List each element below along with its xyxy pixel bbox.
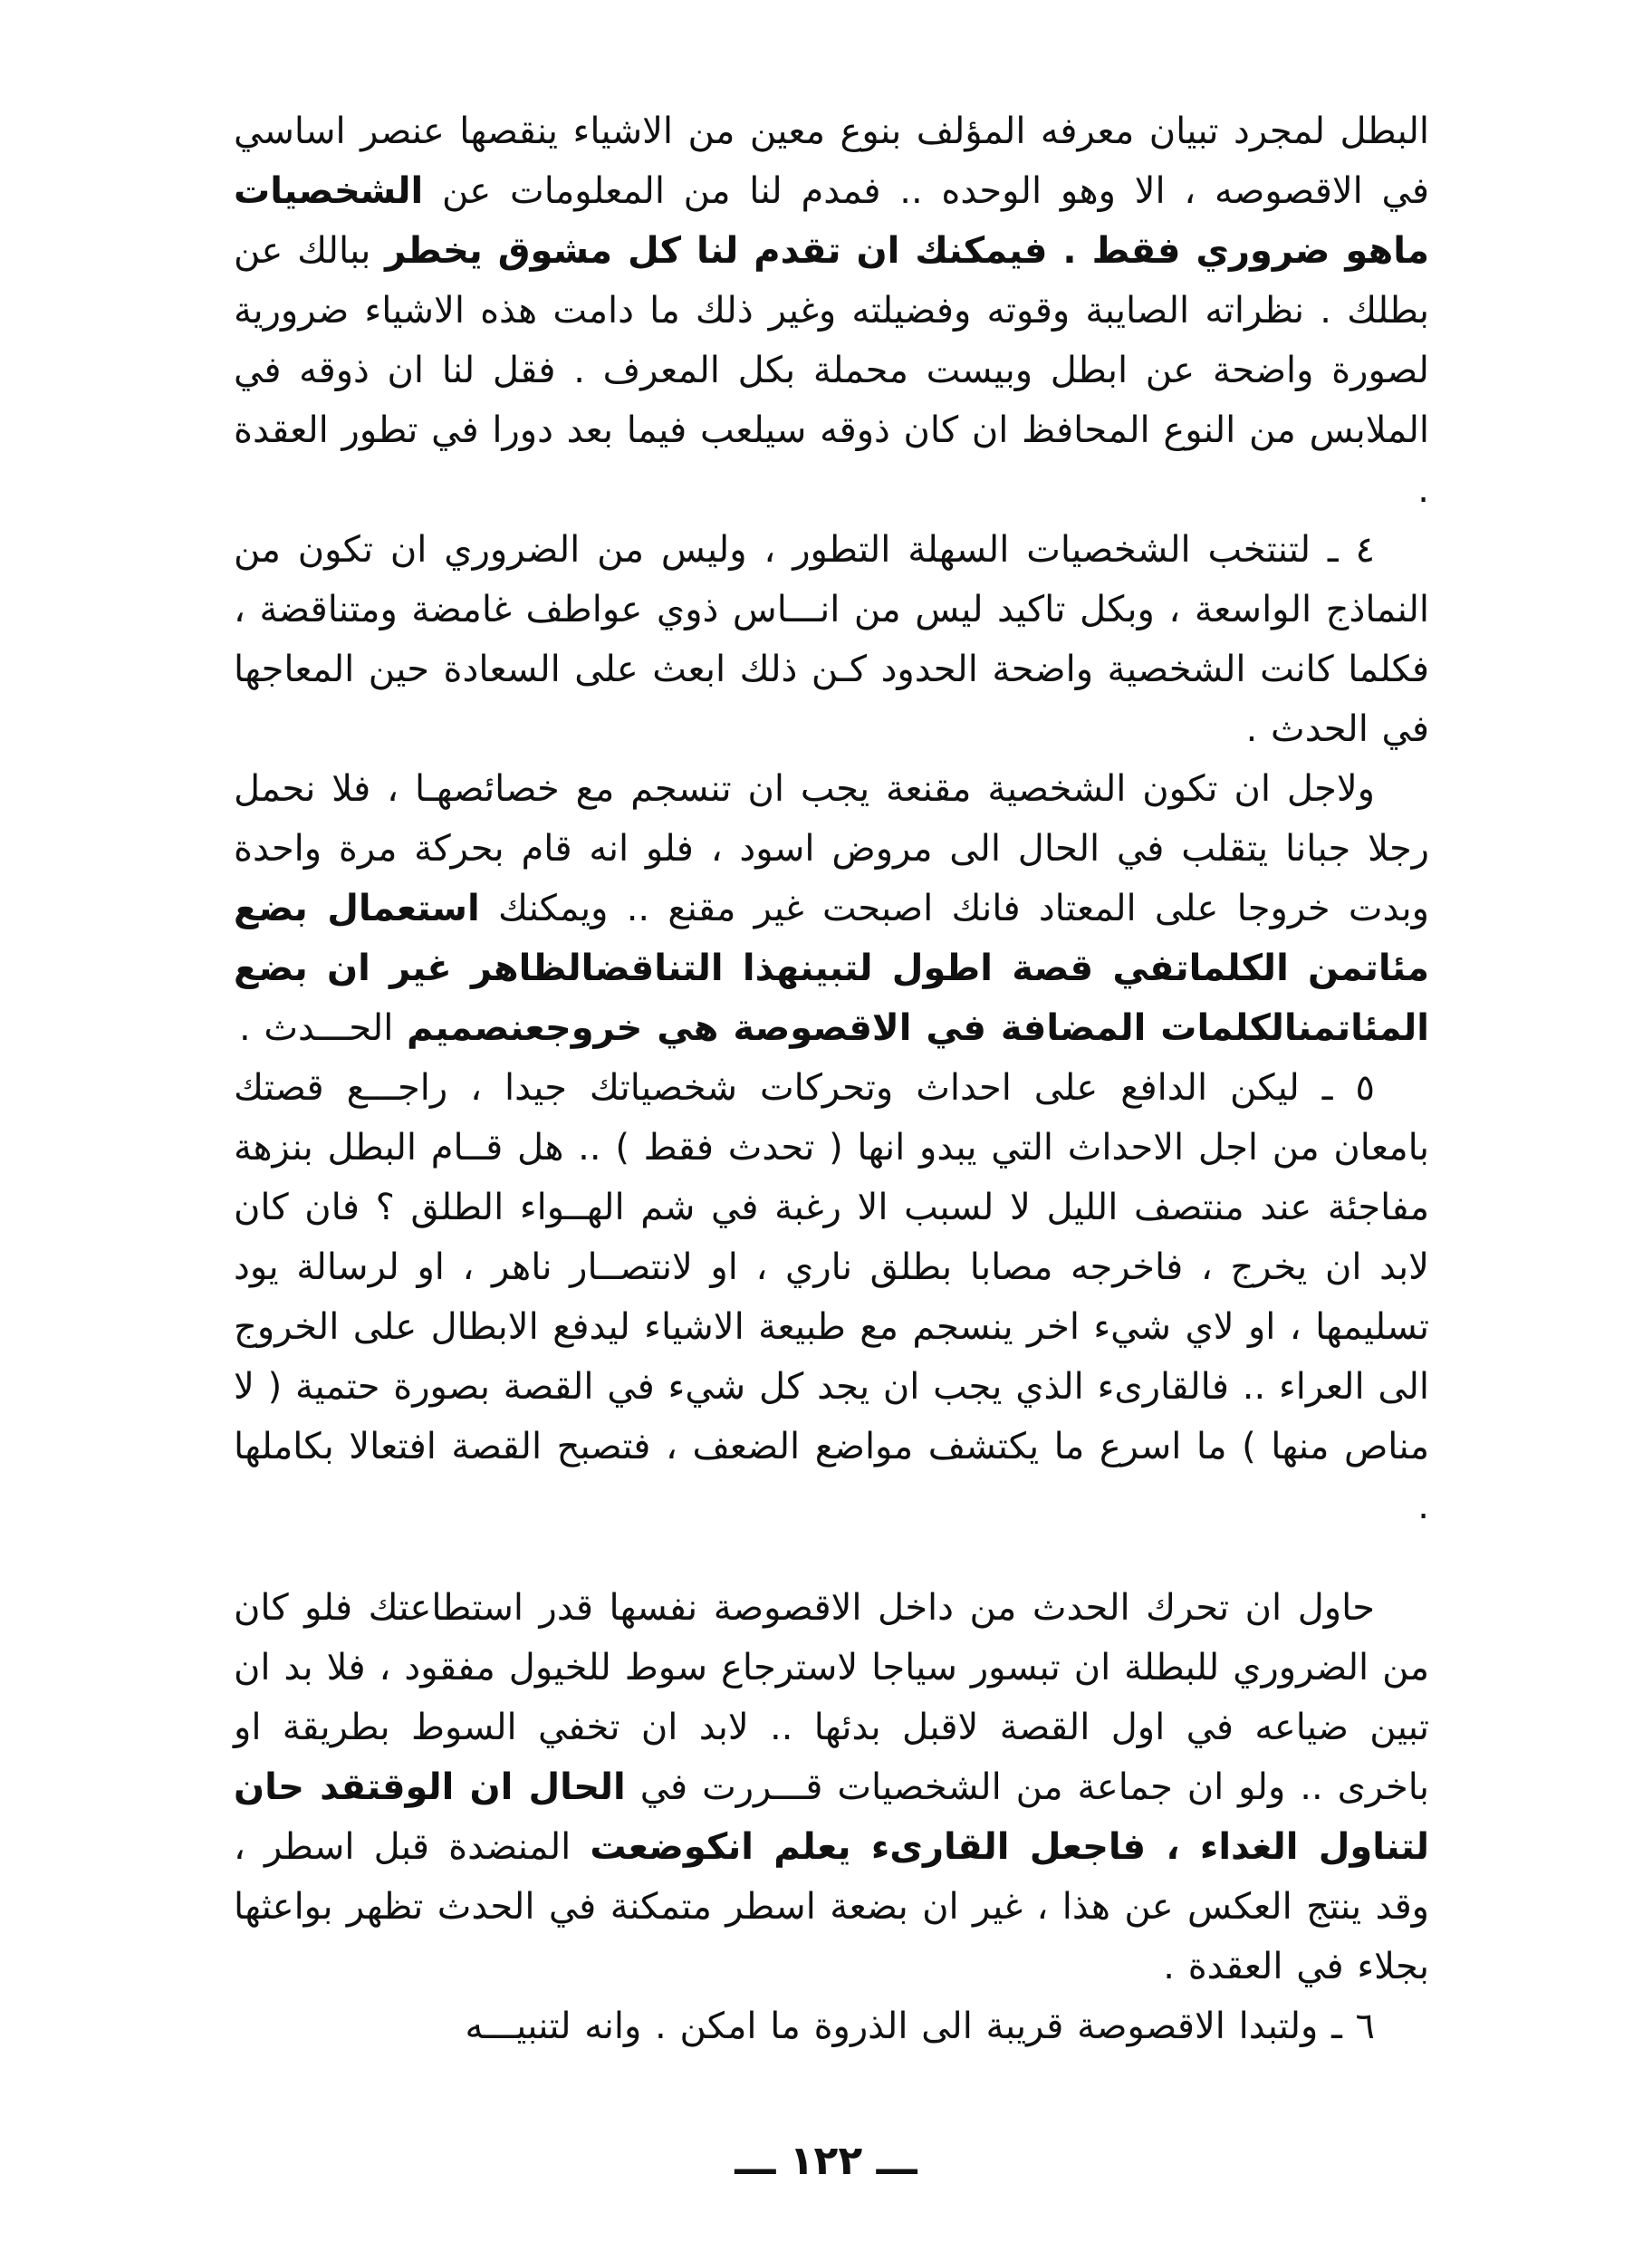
paragraph-convincing-character bbox=[234, 759, 1429, 1058]
paragraph-hero-knowledge bbox=[234, 101, 1429, 520]
paragraph-point-4 bbox=[234, 520, 1429, 759]
paragraph-point-5 bbox=[234, 1058, 1429, 1536]
page-number: ـــ ١٢٢ ـــ bbox=[735, 2138, 917, 2184]
paragraph-point-6 bbox=[234, 1996, 1429, 2056]
paragraph-move-event bbox=[234, 1578, 1429, 1996]
body-text bbox=[234, 101, 1429, 2056]
text-run: حاول ان تحرك الحدث من داخل الاقصوصة نفسها قدر استطاعتك فلو كان من الضروري للبطلة ان تبسور سياجا لاسترجاع سوط للخيول مفقود ، فلا بد ان تبين ضياعه في اول القصة لاقبل بدئها .. لابد ان تخفي السوط بطريقة او باخرى .. ولو ان جماعة من الشخصيات قـــررت في bbox=[234, 1587, 1430, 1808]
text-run-bold: استعمال بضع مئاتمن الكلماتفي قصة اطول لتبينهذا التناقضالظاهر غير ان بضع المئاتمنالكلمات المضافة في الاقصوصة هي خروجعنصميم bbox=[234, 888, 1429, 1049]
text-run: ٤ ـ لتنتخب الشخصيات السهلة التطور ، وليس من الضروري ان تكون من النماذج الواسعة ، وبكل تاكيد ليس من انـــاس ذوي عواطف غامضة ومتناقضة ، فكلما كانت الشخصية واضحة الحدود كـن ذلك ابعث على السعادة حين المعاجها في الحدث . bbox=[234, 529, 1429, 750]
text-run-bold: الشخصيات ماهو ضروري فقط . فيمكنك ان تقدم لنا كل مشوق يخطر bbox=[234, 170, 1429, 272]
text-run: الحـــدث . bbox=[238, 1007, 408, 1049]
text-run-bold: الحال ان الوقتقد حان لتناول الغداء ، فاجعل القارىء يعلم انكوضعت bbox=[234, 1766, 1429, 1868]
text-run: ببالك عن بطلك . نظراته الصايبة وقوته وفضيلته وغير ذلك ما دامت هذه الاشياء ضرورية لصورة واضحة عن ابطل وبيست محملة بكل المعرف . فقل لنا ان ذوقه في الملابس من النوع المحافظ ان كان ذوقه سيلعب فيما بعد دورا في تطور العقدة . bbox=[234, 230, 1429, 511]
text-run: المنضدة قبل اسطر ، وقد ينتج العكس عن هذا ، غير ان بضعة اسطر متمكنة في الحدث تظهر بواعثها بجلاء في العقدة . bbox=[234, 1826, 1429, 1987]
text-run: البطل لمجرد تبيان معرفه المؤلف بنوع معين من الاشياء ينقصها عنصر اساسي في الاقصوصه ، الا وهو الوحده .. فمدم لنا من المعلومات عن bbox=[234, 111, 1429, 212]
text-run: ٥ ـ ليكن الدافع على احداث وتحركات شخصياتك جيدا ، راجـــع قصتك بامعان من اجل الاحداث التي يبدو انها ( تحدث فقط ) .. هل قــام البطل بنزهة مفاجئة عند منتصف الليل لا لسبب الا رغبة في شم الهــواء الطلق ؟ فان كان لابد ان يخرج ، فاخرجه مصابا بطلق ناري ، او لانتصــار ناهر ، او لرسالة يود تسليمها ، او لاي شيء اخر ينسجم مع طبيعة الاشياء ليدفع الابطال على الخروج الى العراء .. فالقارىء الذي يجب ان يجد كل شيء في القصة بصورة حتمية ( لا مناص منها ) ما اسرع ما يكتشف مواضع الضعف ، فتصبح القصة افتعالا بكاملها . bbox=[234, 1067, 1429, 1527]
text-run: ٦ ـ ولتبدا الاقصوصة قريبة الى الذروة ما امكن . وانه لتنبيـــه bbox=[465, 2006, 1375, 2047]
text-run: ولاجل ان تكون الشخصية مقنعة يجب ان تنسجم مع خصائصهـا ، فلا نحمل رجلا جبانا يتقلب في الحال الى مروض اسود ، فلو انه قام بحركة مرة واحدة وبدت خروجا على المعتاد فانك اصبحت غير مقنع .. ويمكنك bbox=[234, 768, 1430, 929]
